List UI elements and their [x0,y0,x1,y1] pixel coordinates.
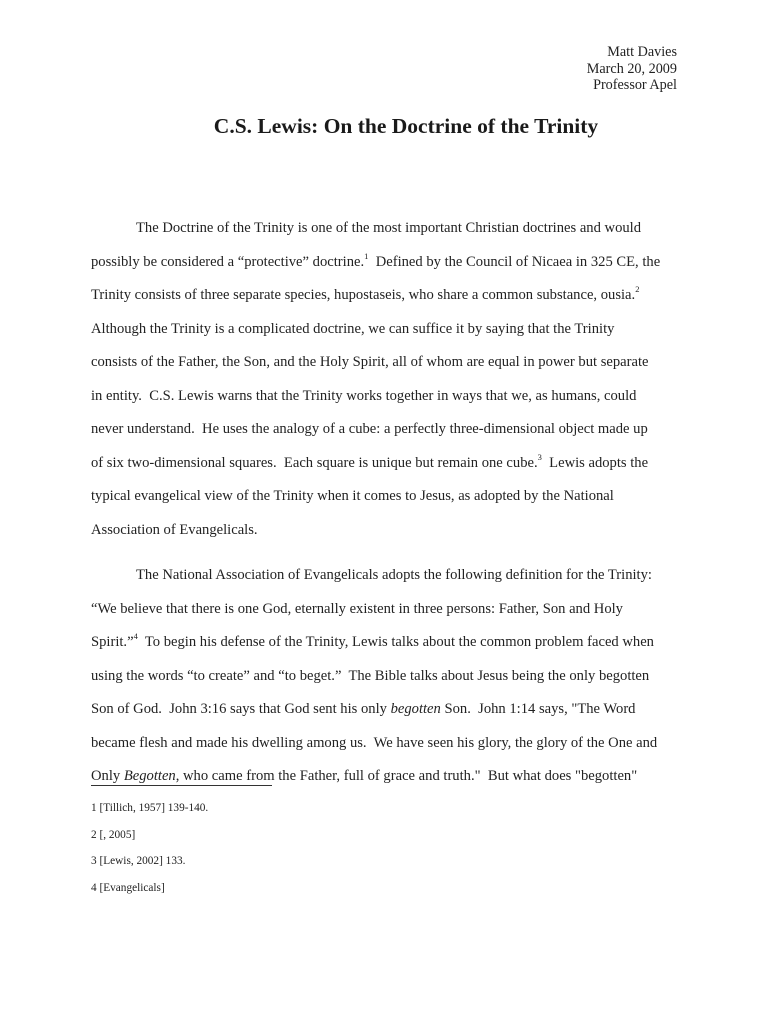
p1-line-8-text: of six two-dimensional squares. Each square is unique but remain one cube. [91,454,538,471]
p2-line-5-italic: begotten [390,701,441,717]
p1-line-2-text: possibly be considered a “protective” doctrine. [91,253,365,270]
footnote-ref-4: 4 [133,631,138,642]
p1-line-1: The Doctrine of the Trinity is one of the most important Christian doctrines and would [136,220,642,236]
footnotes-list [91,795,208,902]
author-name: Matt Davies [607,44,677,60]
p2-line-5-tail: Son. John 1:14 says, "The Word [440,701,636,717]
p2-line-6: became flesh and made his dwelling among us. We have seen his glory, the glory of the One and [91,734,658,751]
paragraph-2 [91,559,671,794]
p1-line-6: in entity. C.S. Lewis warns that the Trinity works together in ways that we, as humans, could [91,387,637,404]
p2-line-4: using the words “to create” and “to beget.” The Bible talks about Jesus being the only begotten [91,667,650,684]
paper-date: March 20, 2009 [586,60,677,77]
p1-line-5: consists of the Father, the Son, and the Holy Spirit, all of whom are equal in power but separate [91,354,649,370]
p2-line-7-tail: , who came from the Father, full of grace and truth." But what does "begotten" [175,768,638,784]
p1-line-7: never understand. He uses the analogy of a cube: a perfectly three-dimensional object made up [91,421,648,437]
author-header [587,44,677,94]
p1-line-3-text: Trinity consists of three separate species, hupostaseis, who share a common substance, ousia. [91,287,636,303]
p2-line-7-text: Only [91,768,124,784]
p1-line-2-tail: Defined by the Council of Nicaea in 325 CE, the [368,253,661,270]
professor-name: Professor Apel [593,77,677,93]
p1-line-9: typical evangelical view of the Trinity when it comes to Jesus, as adopted by the National [91,488,614,504]
p2-line-1: The National Association of Evangelicals adopts the following definition for the Trinity: [136,567,652,583]
footnote-ref-3: 3 [537,451,542,462]
p2-line-5-text: Son of God. John 3:16 says that God sent his only [91,701,391,717]
p2-line-3-tail: To begin his defense of the Trinity, Lewis talks about the common problem faced when [137,634,654,650]
p1-line-4: Although the Trinity is a complicated doctrine, we can suffice it by saying that the Trinity [91,320,615,337]
footnote-4: 4 [Evangelicals] [91,882,165,895]
document-title: C.S. Lewis: On the Doctrine of the Trinity [213,114,599,138]
p2-line-7-italic: Begotten [123,768,176,784]
footnote-ref-1: 1 [364,250,369,261]
p1-line-2 [91,246,671,280]
p1-line-3 [91,279,671,313]
paragraph-1 [91,212,671,547]
p1-line-8-tail: Lewis adopts the [541,454,649,471]
footnote-3: 3 [Lewis, 2002] 133. [91,855,186,868]
p1-line-10: Association of Evangelicals. [91,521,258,538]
p2-line-5 [91,693,671,727]
p1-line-8 [91,447,671,481]
p2-line-3 [91,626,671,660]
footnote-1: 1 [Tillich, 1957] 139-140. [91,802,209,814]
footnote-separator [91,785,272,786]
p2-line-7 [91,760,671,794]
footnote-2: 2 [, 2005] [91,828,136,841]
p2-line-2: “We believe that there is one God, eternally existent in three persons: Father, Son and Holy [91,600,623,617]
p2-line-3-text: Spirit.” [91,634,134,650]
footnote-ref-2: 2 [635,284,640,295]
